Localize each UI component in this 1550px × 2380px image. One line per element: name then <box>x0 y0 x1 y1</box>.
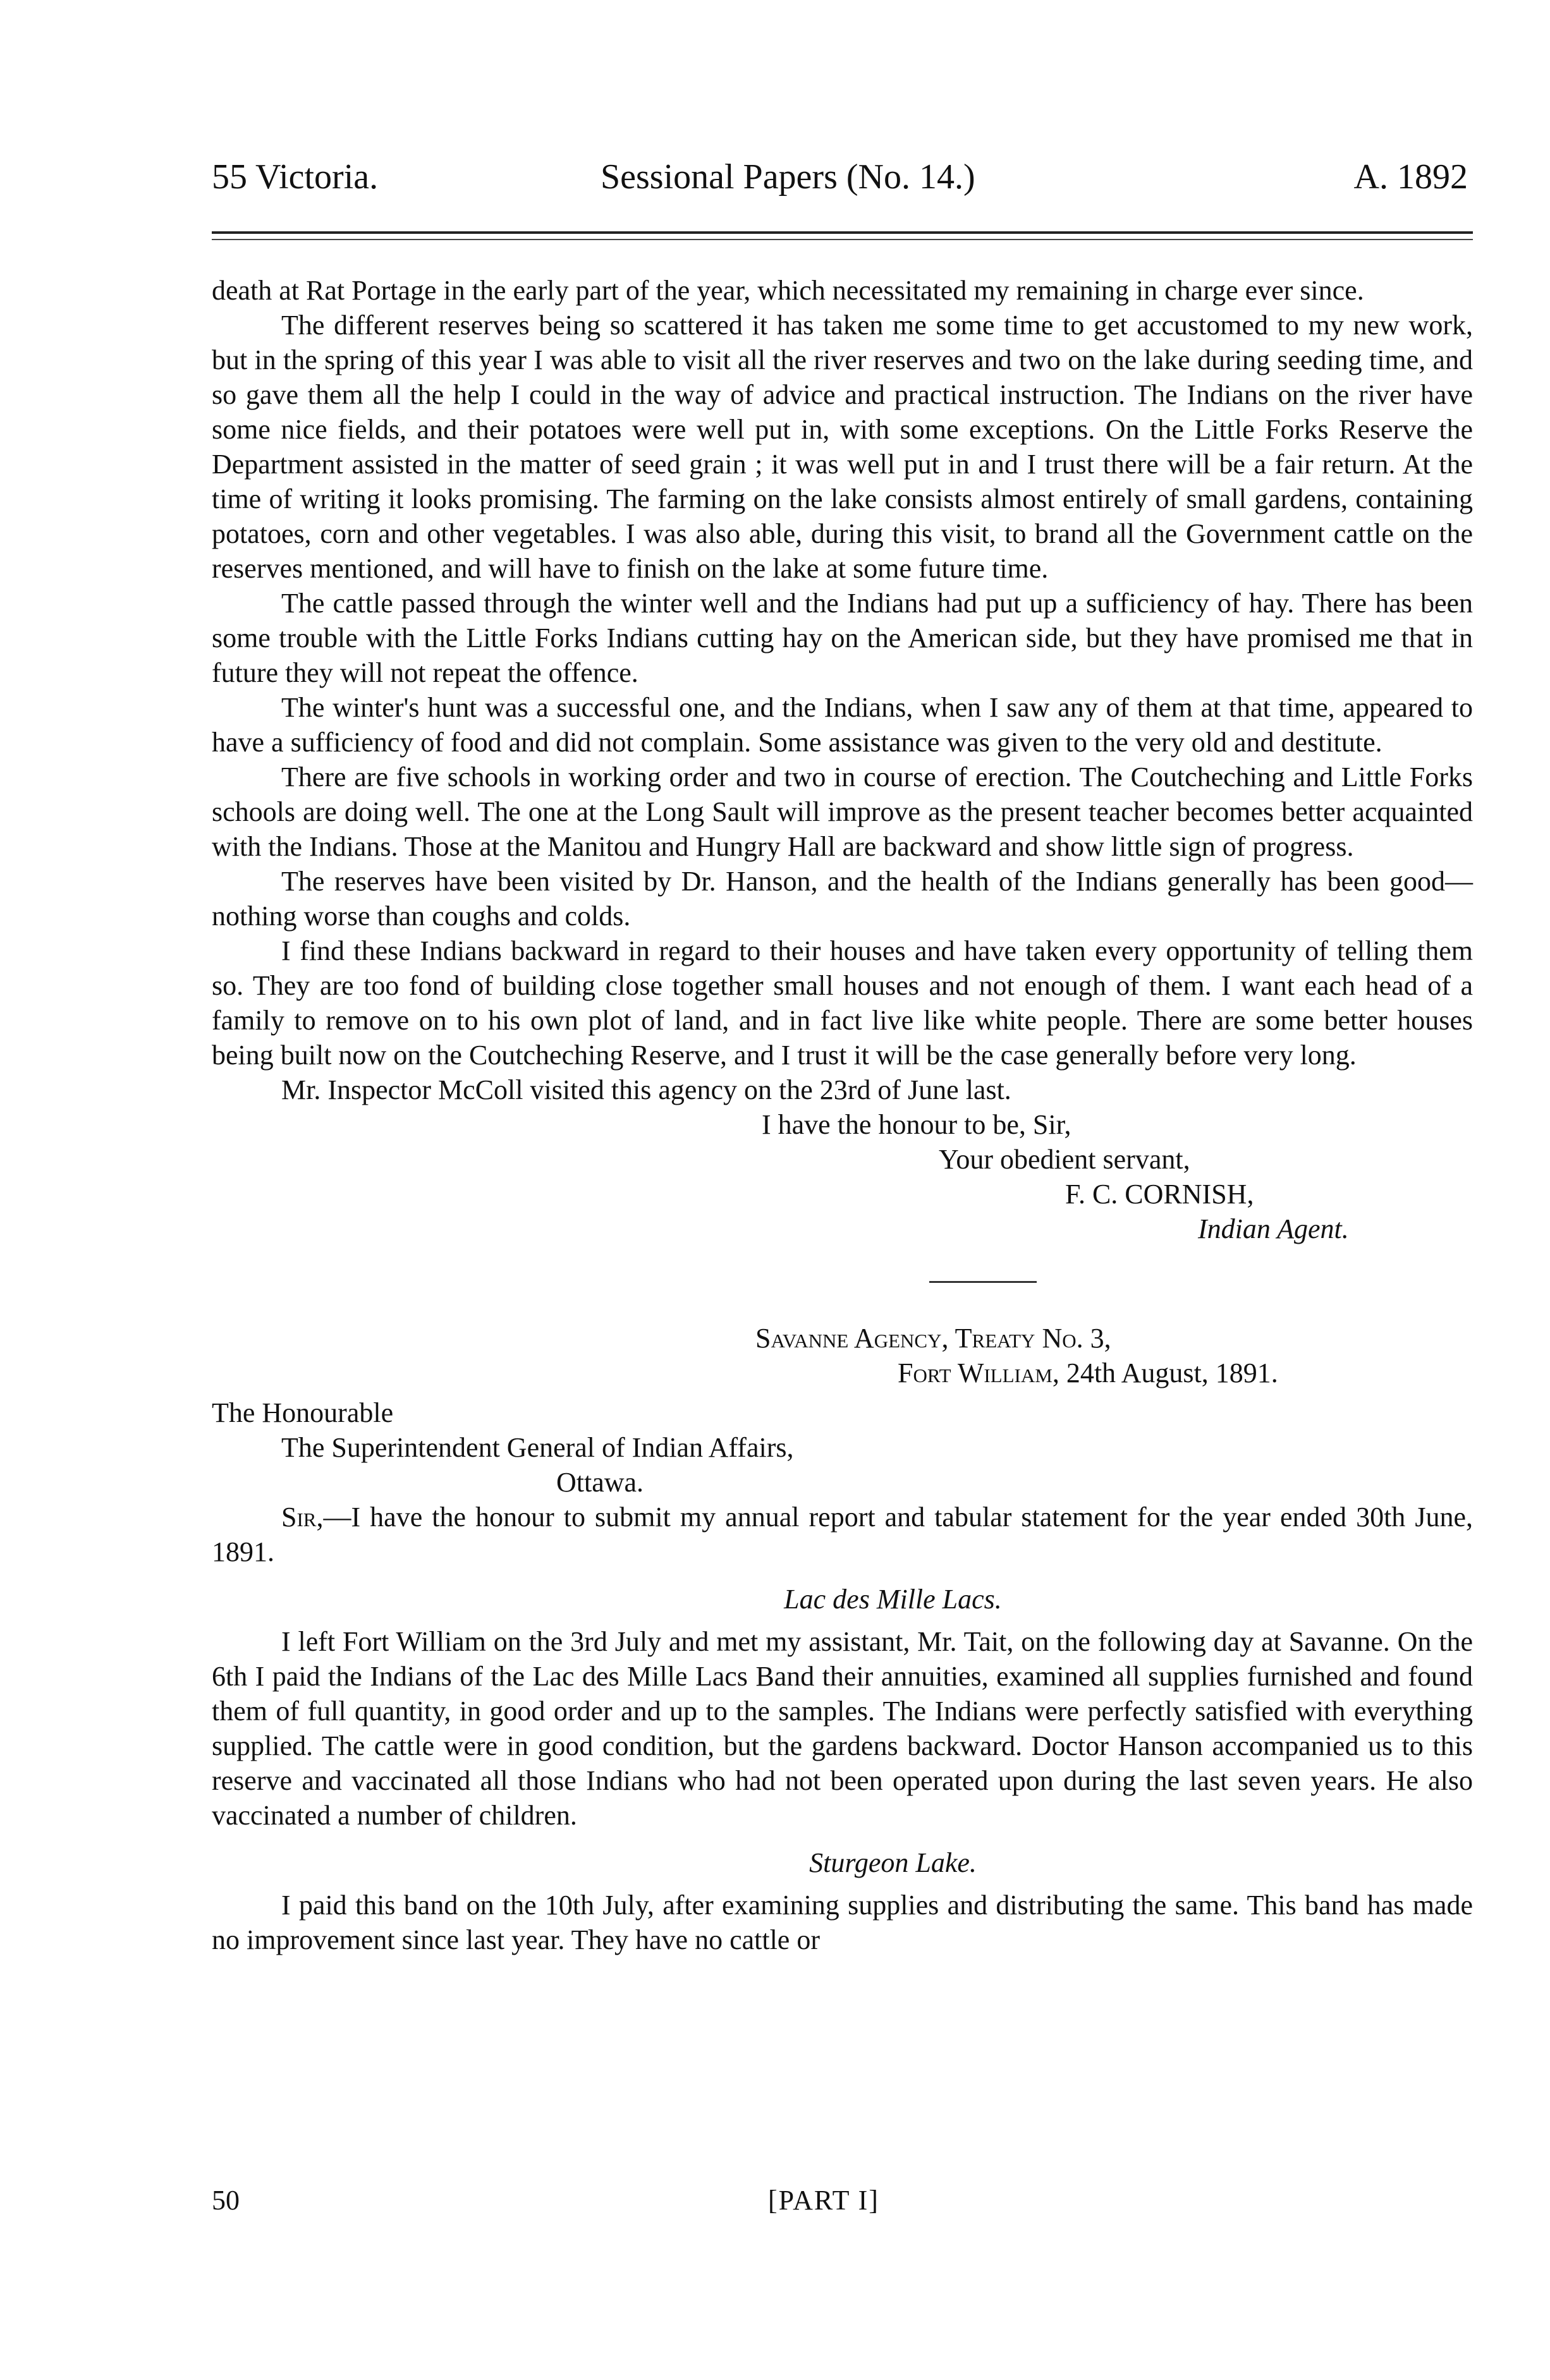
agency-line: Savanne Agency, Treaty No. 3, <box>755 1323 1111 1354</box>
header-session: 55 Victoria. <box>212 157 379 197</box>
intro-paragraph <box>212 1500 1473 1569</box>
section-heading: Lac des Mille Lacs. <box>784 1584 1002 1615</box>
part-label: [PART I] <box>768 2185 879 2216</box>
header-year: A. 1892 <box>1353 157 1468 197</box>
signatory-title: Indian Agent. <box>1198 1213 1349 1244</box>
intro-text: —I have the honour to submit my annual report and tabular statement for the year ended 30th June, 1891. <box>212 1502 1473 1567</box>
salutation: Sir, <box>281 1502 324 1533</box>
body-text <box>212 273 1473 1957</box>
paragraph: There are five schools in working order and two in course of erection. The Coutcheching and Little Forks schools are doing well. The one at the Long Sault will improve as the present teacher becomes better acquainted with the Indians. Those at the Manitou and Hungry Hall are backward and show little sign of progress. <box>212 762 1473 862</box>
section-divider <box>929 1281 1037 1283</box>
paragraph: The different reserves being so scattered it has taken me some time to get accustomed to my new work, but in the spring of this year I was able to visit all the river reserves and two on the lake during seeding time, and so gave them all the help I could in the way of advice and practical instruction. The Indians on the river have some nice fields, and their potatoes were well put in, with some exceptions. On the Little Forks Reserve the Department assisted in the matter of seed grain ; it was well put in and I trust there will be a fair return. At the time of writing it looks promising. The farming on the lake consists almost entirely of small gardens, containing potatoes, corn and other vegetables. I was also able, during this visit, to brand all the Government cattle on the reserves mentioned, and will have to finish on the lake at some future time. <box>212 310 1473 584</box>
running-header <box>212 157 1468 207</box>
paragraph: The winter's hunt was a successful one, and the Indians, when I saw any of them at that time, appeared to have a sufficiency of food and did not complain. Some assistance was given to the very old and destitute. <box>212 692 1473 758</box>
signatory-name: F. C. CORNISH, <box>1065 1179 1254 1210</box>
section-heading: Sturgeon Lake. <box>809 1847 977 1878</box>
closing-line: Your obedient servant, <box>939 1144 1190 1175</box>
paragraph: The reserves have been visited by Dr. Hanson, and the health of the Indians generally has been good—nothing worse than coughs and colds. <box>212 866 1473 932</box>
header-title: Sessional Papers (No. 14.) <box>601 157 975 197</box>
place-date-line <box>212 1356 1473 1390</box>
recipient-line: The Honourable <box>212 1397 394 1428</box>
paragraph: I left Fort William on the 3rd July and met my assistant, Mr. Tait, on the following day at Savanne. On the 6th I paid the Indians of the Lac des Mille Lacs Band their annuities, examined all supplies furnished and found them of full quantity, in good order and up to the samples. The Indians were perfectly satisfied with everything supplied. The cattle were in good condition, but the gardens backward. Doctor Hanson accompanied us to this reserve and vaccinated all those Indians who had not been operated upon during the last seven years. He also vaccinated a number of children. <box>212 1626 1473 1831</box>
place-name: Fort William, <box>898 1357 1059 1388</box>
closing-line: I have the honour to be, Sir, <box>762 1109 1071 1140</box>
header-rule-thick <box>212 231 1473 234</box>
letter-closing <box>212 1107 1473 1246</box>
paragraph: I find these Indians backward in regard to their houses and have taken every opportunity of telling them so. They are too fond of building close together small houses and not enough of them. I want each head of a family to remove on to his own plot of land, and in fact live like white people. There are some better houses being built now on the Coutcheching Reserve, and I trust it will be the case generally before very long. <box>212 935 1473 1071</box>
page-number: 50 <box>212 2185 240 2216</box>
paragraph: Mr. Inspector McColl visited this agency on the 23rd of June last. <box>281 1074 1011 1105</box>
paragraph: I paid this band on the 10th July, after examining supplies and distributing the same. This band has made no improvement since last year. They have no cattle or <box>212 1890 1473 1955</box>
recipient-line: The Superintendent General of Indian Affairs, <box>281 1432 794 1463</box>
page-footer <box>212 2184 1473 2222</box>
header-rule-thin <box>212 239 1473 240</box>
letter-date: 24th August, 1891. <box>1066 1357 1278 1388</box>
paragraph: death at Rat Portage in the early part of the year, which necessitated my remaining in charge ever since. <box>212 275 1364 306</box>
recipient-line: Ottawa. <box>556 1467 644 1498</box>
paragraph: The cattle passed through the winter well and the Indians had put up a sufficiency of hay. There has been some trouble with the Little Forks Indians cutting hay on the American side, but they have promised me that in future they will not repeat the offence. <box>212 588 1473 688</box>
